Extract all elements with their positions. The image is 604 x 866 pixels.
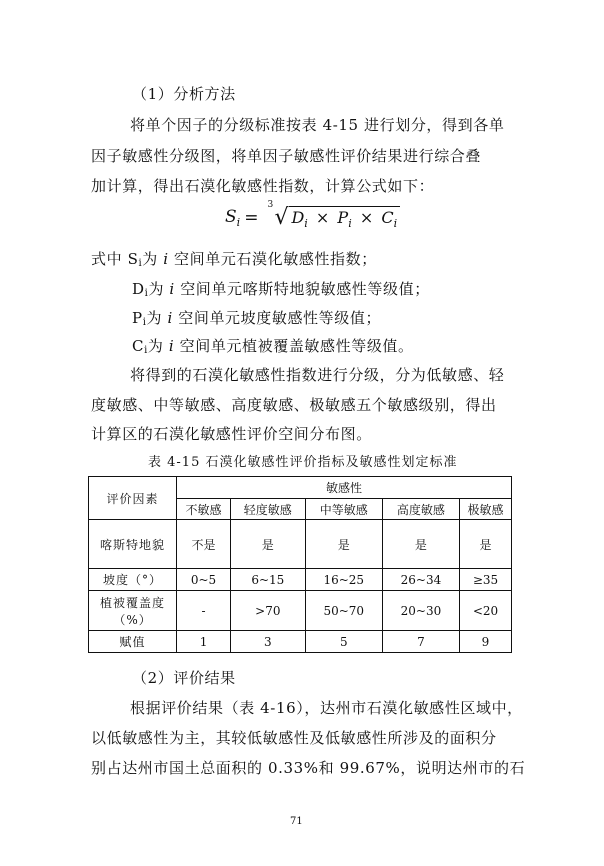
table-cell: -: [177, 591, 231, 631]
paragraph-line: 因子敏感性分级图，将单因子敏感性评价结果进行综合叠: [91, 147, 482, 165]
definition-ci: Ci为 i 空间单元植被覆盖敏感性等级值。: [132, 337, 414, 356]
table-cell: ≥35: [460, 569, 512, 591]
sensitivity-header: 敏感性: [177, 477, 512, 499]
paragraph-line: 根据评价结果（表 4-16），达州市石漠化敏感性区域中，: [130, 699, 523, 717]
sensitivity-index-formula: [225, 200, 400, 230]
table-row: [89, 631, 512, 653]
paragraph-line: 别占达州市国土总面积的 0.33%和 99.67%，说明达州市的石: [91, 759, 526, 777]
section-heading-analysis-method: （1）分析方法: [132, 85, 236, 103]
definition-si: 式中 Si为 i 空间单元石漠化敏感性指数；: [91, 250, 377, 269]
table-cell: <20: [460, 591, 512, 631]
formula-lhs: $S_i$: [225, 206, 241, 229]
row-label: 赋值: [89, 631, 177, 653]
table-cell: 3: [230, 631, 305, 653]
page-number: 71: [290, 816, 303, 827]
level-header: 轻度敏感: [230, 499, 305, 520]
level-header: 极敏感: [460, 499, 512, 520]
table-cell: 26~34: [382, 569, 459, 591]
table-cell: 0~5: [177, 569, 231, 591]
factor-header: 评价因素: [89, 477, 177, 520]
paragraph-line: 度敏感、中等敏感、高度敏感、极敏感五个敏感级别，得出: [91, 396, 497, 414]
paragraph-line: 以低敏感性为主，其较低敏感性及低敏感性所涉及的面积分: [91, 729, 497, 747]
table-cell: 1: [177, 631, 231, 653]
table-row: [89, 520, 512, 569]
table-cell: 5: [305, 631, 382, 653]
row-label: 植被覆盖度 （%）: [89, 591, 177, 631]
row-label: 喀斯特地貌: [89, 520, 177, 569]
row-label: 坡度（°）: [89, 569, 177, 591]
table-cell: 是: [382, 520, 459, 569]
table-cell: 16~25: [305, 569, 382, 591]
table-cell: 6~15: [230, 569, 305, 591]
root-index: 3: [267, 200, 274, 210]
level-header: 高度敏感: [382, 499, 459, 520]
paragraph-line: 将单个因子的分级标准按表 4-15 进行划分，得到各单: [130, 116, 505, 134]
formula-equals: =: [244, 207, 259, 228]
cube-root: [267, 200, 400, 230]
paragraph-line: 将得到的石漠化敏感性指数进行分级，分为低敏感、轻: [130, 366, 505, 384]
table-cell: 是: [305, 520, 382, 569]
table-cell: 是: [230, 520, 305, 569]
radicand: $D_i \times P_i \times C_i$: [289, 206, 400, 230]
definition-di: Di为 i 空间单元喀斯特地貌敏感性等级值；: [132, 280, 430, 299]
paragraph-line: 计算区的石漠化敏感性评价空间分布图。: [91, 425, 372, 443]
table-cell: 7: [382, 631, 459, 653]
table-cell: 50~70: [305, 591, 382, 631]
table-caption: 表 4-15 石漠化敏感性评价指标及敏感性划定标准: [148, 455, 458, 470]
radical-sign: √: [274, 205, 289, 230]
table-cell: 不是: [177, 520, 231, 569]
table-row: [89, 569, 512, 591]
paragraph-line: 加计算，得出石漠化敏感性指数，计算公式如下：: [91, 177, 435, 195]
table-cell: 20~30: [382, 591, 459, 631]
table-cell: 是: [460, 520, 512, 569]
level-header: 中等敏感: [305, 499, 382, 520]
table-row: [89, 591, 512, 631]
table-cell: >70: [230, 591, 305, 631]
definition-pi: Pi为 i 空间单元坡度敏感性等级值；: [132, 309, 382, 328]
section-heading-results: （2）评价结果: [132, 669, 236, 687]
sensitivity-criteria-table: [88, 476, 512, 653]
level-header: 不敏感: [177, 499, 231, 520]
table-cell: 9: [460, 631, 512, 653]
